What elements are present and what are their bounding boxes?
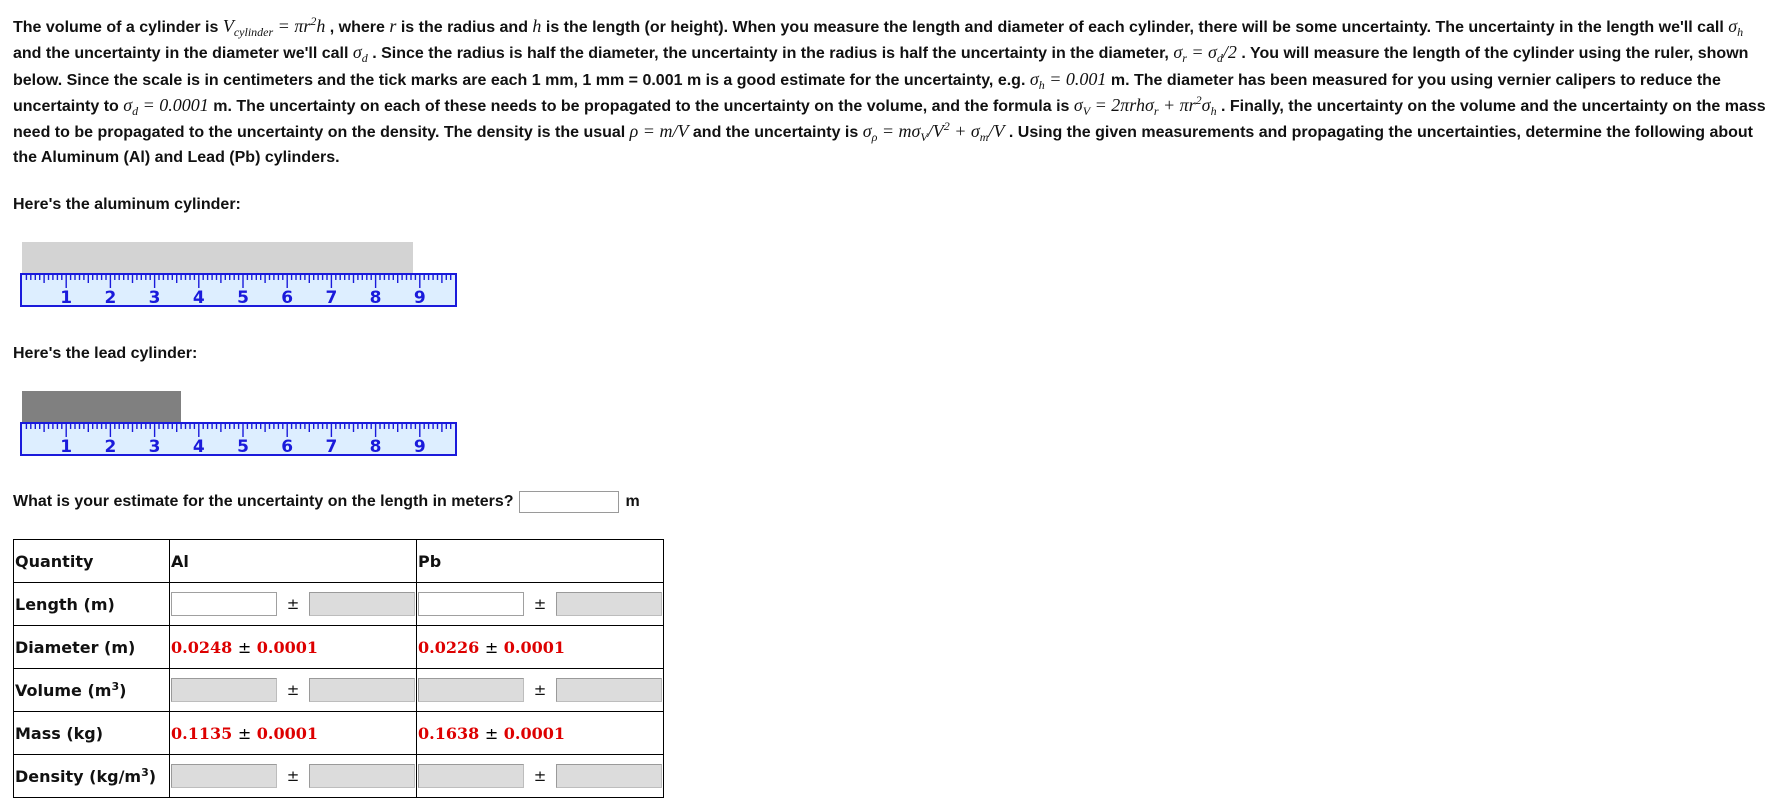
pb-length-uncertainty-input bbox=[556, 592, 662, 616]
table-header-row bbox=[14, 540, 664, 583]
plus-minus: ± bbox=[533, 595, 547, 613]
unit-label: m bbox=[625, 493, 640, 510]
length-uncertainty-question bbox=[13, 491, 640, 513]
svg-text:7: 7 bbox=[325, 288, 338, 307]
al-density-input bbox=[171, 764, 277, 788]
al-volume-input bbox=[171, 678, 277, 702]
svg-text:5: 5 bbox=[237, 437, 249, 456]
lead-cylinder bbox=[22, 391, 181, 422]
svg-text:6: 6 bbox=[281, 437, 294, 456]
al-volume-uncertainty-input bbox=[309, 678, 415, 702]
table-row-diameter bbox=[14, 626, 664, 669]
ruler-aluminum bbox=[20, 273, 457, 309]
pb-mass-value: 0.1638 ± 0.0001 bbox=[417, 712, 664, 755]
svg-text:9: 9 bbox=[413, 288, 426, 307]
header-quantity: Quantity bbox=[14, 540, 170, 583]
pb-diameter-value: 0.0226 ± 0.0001 bbox=[417, 626, 664, 669]
row-label-volume: Volume $(m^3)$ bbox=[14, 669, 170, 712]
problem-statement: The volume of a cylinder is $V_{cylinder} = \pi r^2h$ , where r is the radius and h is the length (or height). When you measure the length and diameter of each cylinder, there will be some uncertainty. The uncertainty in the length we'll call $\sigma_h$ and the uncertainty in the diameter we'll call $\sigma_d$ . Since the radius is half the diameter, the uncertainty in the radius is half the uncertainty in the diameter, $\sigma_r = \sigma_d/2$ . You will measure the length of the cylinder using the ruler, shown below. Since the scale is in centimeters and the tick marks are each 1 mm, 1 mm = 0.001 m is a good estimate for the uncertainty, e.g. $\sigma_h = 0.001$ m. The diameter has been measured for you using vernier calipers to reduce the uncertainty to $\sigma_d = 0.0001$ m. The uncertainty on each of these needs to be propagated to the uncertainty on the volume, and the formula is $\sigma_V = 2\pi rh\sigma_r + \pi r^2\sigma_h$ . Finally, the uncertainty on the volume and the uncertainty on the mass need to be propagated to the uncertainty on the density. The density is the usual ρ = m/V and the uncertainty is $\sigma_\rho = m\sigma_V/V^2 + \sigma_m/V$ . Using the given measurements and propagating the uncertainties, determine the following about the Aluminum (Al) and Lead (Pb) cylinders. bbox=[13, 14, 1766, 167]
svg-text:4: 4 bbox=[192, 437, 205, 456]
svg-text:4: 4 bbox=[192, 288, 205, 307]
svg-text:8: 8 bbox=[369, 288, 382, 307]
al-density-uncertainty-input bbox=[309, 764, 415, 788]
table-row-length bbox=[14, 583, 664, 626]
plus-minus: ± bbox=[286, 681, 300, 699]
row-label-mass: Mass (kg) bbox=[14, 712, 170, 755]
plus-minus: ± bbox=[533, 681, 547, 699]
table-row-volume bbox=[14, 669, 664, 712]
plus-minus: ± bbox=[286, 767, 300, 785]
results-table bbox=[13, 539, 664, 798]
table-row-density bbox=[14, 755, 664, 798]
al-length-uncertainty-input bbox=[309, 592, 415, 616]
svg-text:2: 2 bbox=[104, 437, 117, 456]
svg-text:7: 7 bbox=[325, 437, 338, 456]
pb-density-input bbox=[418, 764, 524, 788]
lead-label: Here's the lead cylinder: bbox=[13, 345, 198, 362]
al-length-input[interactable] bbox=[171, 592, 277, 616]
aluminum-cylinder bbox=[22, 242, 413, 273]
pb-volume-uncertainty-input bbox=[556, 678, 662, 702]
svg-text:9: 9 bbox=[413, 437, 426, 456]
length-uncertainty-input[interactable] bbox=[519, 491, 619, 513]
row-label-diameter: Diameter (m) bbox=[14, 626, 170, 669]
plus-minus: ± bbox=[533, 767, 547, 785]
svg-text:3: 3 bbox=[148, 288, 161, 307]
row-label-density: Density $(kg/m^3)$ bbox=[14, 755, 170, 798]
al-diameter-value: 0.0248 ± 0.0001 bbox=[170, 626, 417, 669]
table-row-mass bbox=[14, 712, 664, 755]
plus-minus: ± bbox=[286, 595, 300, 613]
svg-text:3: 3 bbox=[148, 437, 161, 456]
pb-density-uncertainty-input bbox=[556, 764, 662, 788]
pb-volume-input bbox=[418, 678, 524, 702]
question-text: What is your estimate for the uncertainty on the length in meters? bbox=[13, 493, 514, 510]
aluminum-label: Here's the aluminum cylinder: bbox=[13, 196, 241, 213]
svg-text:1: 1 bbox=[60, 288, 73, 307]
svg-text:1: 1 bbox=[60, 437, 73, 456]
svg-text:6: 6 bbox=[281, 288, 294, 307]
header-al: Al bbox=[170, 540, 417, 583]
row-label-length: Length (m) bbox=[14, 583, 170, 626]
pb-length-input[interactable] bbox=[418, 592, 524, 616]
ruler-lead bbox=[20, 422, 457, 458]
header-pb: Pb bbox=[417, 540, 664, 583]
svg-text:5: 5 bbox=[237, 288, 249, 307]
al-mass-value: 0.1135 ± 0.0001 bbox=[170, 712, 417, 755]
svg-text:8: 8 bbox=[369, 437, 382, 456]
svg-text:2: 2 bbox=[104, 288, 117, 307]
